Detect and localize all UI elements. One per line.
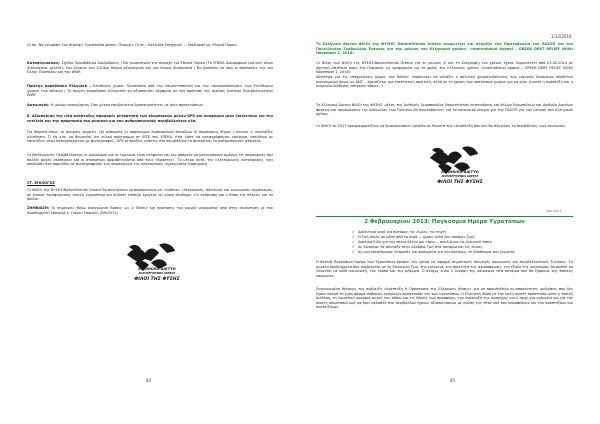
checklist-item: ✔ Ας δώσουμε τα σύνταξα στην υδρόβια ζωή στα ποτάμια και τις λίμνες <box>352 245 483 249</box>
left-paragraph-2 <box>27 61 273 75</box>
left-paragraph-5: Για θέματα όπως: α) ανεχρής χαμρτίς, (β) ρύπανσης γ) παρανομών διαπερασιών παναδίων δ) παράνομης θήρας / αλιείας ε) κρουαζίες ολισθησης ζ) ήχ κλπ. να θεωρηθεί ότι ειδικό πρόγραμμα σε SITE του ΥΠΕΚΑ, έτσι ώστε να καταγράφονται γρήγορα, υπεύθυνα με επιτεύξεις στον καταγραμμένων με φωτογραφίες, GPS οι πράξεις ενάντια στο περιβάλλον το φυσικό και το ανθρωπογενές στοιχεία. <box>27 130 273 144</box>
left-paragraph-2-text: Σχέδιο Προσβάσιμα Διαδρόμοιες / Να γνωριστούν την περιοχή για Εθνικό Πάρκο (Το ΥΠΕΚΑ διαμόρφωνε μια καν' όλων διαδικασίας μελέτες του Αίγαιου του 2014με πλήρη αξιολόγηση και μια έννοια διαδικασία / Να βρεθούν υπ' όψη οι προτάσεις της και Ελλάς Πορτάλου και του WWF. <box>27 61 273 75</box>
right-paragraph-5: Η Φεστιβ Παγκόσμια Ημέρα των Υγροτόπων βρίσκει την ημέρα ως αφορμή σημαντικές πολιτικές κοινωνικές και περιβαλλοντικές ζητήσεις. Το μεγάλα προβλήματα που συνδέονται με τη βιολογική ζωή, την ενέργεια, την ποιότητα της ατμόσφαιρας, την έξοδο της οικονομίας θα πρέπει να λύνονται με κάθε κοινωνική, τον τρόπο και την μέριμνα. Ο στόχος είναι η δυνάμη της κοινωνίας στα ποτάμια που θα ζήσουμε της τοπικής κοινωνίας. <box>316 260 573 278</box>
naturefriends-logo-left <box>121 241 181 297</box>
event-title-rule <box>316 216 573 217</box>
logo-left-line2: NATUREFRIENDS GREECE <box>138 272 176 275</box>
checklist-item: ✔ Ας μην επιτρέψουμε εκτροπές και φράγματα για την ποτάμια, τη βιόσπορια του γεωργού <box>352 250 516 254</box>
right-paragraph-1: Οι Φίλοι των ΦΙΛΟΙ της ΦΥΣΗΣ/Naturefriends Greece για τη μείωση (ή και τη διαγραφή) του χρέους έχουν δημοσιευτεί από 23.02.2014 με σχετική επιστολή προς την Γερμανία, με γραφήματα για το χρέος της Ελληνικής χρέους «International Appeal – GREEK DEBT RELIEF NOW/ November 1, 2016» <box>316 61 573 75</box>
checklist-item: ✔ Αρδευτικό νερό για ποτάμια, τις λίμνες, τις πηγές <box>352 230 447 234</box>
right-page-number: 85 <box>450 378 456 383</box>
left-paragraph-6: Οι Επιθεωρητές Περιβάλλοντος οι Δασονόμοι και οι λιμενικοί είναι αλλφατοι και δεν μπορούν να καταγράψουν αμέσως τις παρανομίες που πολλές φορές σκοπεύουν και οι στοπιστών αμφισβητούνται από τους «θράστες». Το μέτρο αυτό, της ηλεκτρονικής καταγραφής, έχει αποδώσει στο παρελθόν με φωτογραφίαση των παρανομιών της προτονικούς μηχανήματα διαφήμισης. <box>27 153 273 167</box>
naturefriends-logo-right <box>424 144 484 200</box>
left-footnote-text: Οι σημαίνεις πάνω αναγνώρισι Βάσεις ως ο Θέσεις και πρότασης του κοινού μέραματος απο στην συνάντηση με τον Αναπληρωτή Υπουργό κ. Γιάννη Τσιρώνη (5/8/2015) <box>27 206 273 215</box>
check-icon: ✔ <box>352 230 355 234</box>
checklist-item: ✔ Η ζωή (πολύ ιοι μέσα από το νερό — χωρίς αυτό δεν υπάρχει ζωή) <box>352 235 475 239</box>
logo-right-line1: ΕΛΛΗΝΙΚΟ ΔΙΚΤΥΟ <box>441 170 479 174</box>
left-footnote-label: ΣΗΜΕΙΩΣΗ: <box>27 206 50 210</box>
left-paragraph-4-text: Η μόνιμη αναγνώριση. Παν μέτρα επειδαίνετια δραστηριότητες με άνευ προεκτάσεων. <box>50 103 204 107</box>
right-paragraph-6: Συγκεκριμένα θέτουμε την ανάδειξη «Ανάπτυξη Η Προστασία της Ελληνικής Φύσης» για να προωθηθούν οι απαραίτητες ρυθμίσεις που δεν έχουν ακόμα το ευρύ φάσμα σοβαρών εταιρειών προστασίας και των υγροτόπων. Η Ελληνική Φύση με την καλή σωστή προστασία ώστε η τοπική διάθεση, τη γνωστική ομορφιά αυτού του τόπου και τις θέσεις των προσφέρει, την ανάπτυξη της αναψύχης και η αρχή για ενέργεια και για την σωστή προστασία μας να βρει σεβαστό στο περιβάλλον έχουμε αξιοποιήσουμε με γνώση της στον υπό που προσφέρουν και την αναπτύξουν και αναδείξουμε. <box>316 287 573 310</box>
right-event-date: 28/1/2013 <box>546 209 562 213</box>
check-icon: ✔ <box>352 245 355 249</box>
left-paragraph-3-text: Ελεύθεροι χώροι: Προστασία από την τσιμεντοποίηση και την «Διανοικόποιηση» των Ελεύθερων χώρων των πόλεων / Τη πρώτη καραβόσκυ Ελληνικού να αξιοποιηθεί σύμφωνα με την πρόταση της ομάδας Αστικού Περιβαλλοντικού WWF. <box>27 84 273 98</box>
left-section-e-heading: Ε. Αξιοποίηση της ιδέα ανάπτυξης προφορές μετάρτηση των ολυμπιακών μελών GPS και αναφορών μίαν διαδικτύου για την ευτελεία και την προστασία του φυσικού και του ανθρωπογενούς περιβάλλοντος κλπ. <box>27 114 273 123</box>
logo-left-line1: ΕΛΛΗΝΙΚΟ ΔΙΚΤΥΟ <box>138 267 176 271</box>
left-paragraph-4 <box>27 103 273 108</box>
check-icon: ✔ <box>352 250 355 254</box>
right-paragraph-2: Ιδιαίτερα για τις υποχρεώσεις χώρες του Νότου: «πρόκειται να αλλάξει η πολιτική χρηματοδότησης των ισχυρών δυνάμεων σύνθετων οικονομικών όρων ως ΔΝΤ... Χρειάζεται μια επεκτατική πολιτική, αλλά με τη χρήση των υπολοίπων χωρών για να γίνει δυνατή η ανάπτυξη και η ευημερία διάθεσης επαρκών τόπων...» <box>316 75 573 89</box>
event-checklist <box>352 230 572 255</box>
check-icon: ✔ <box>352 240 355 244</box>
right-page <box>300 0 600 424</box>
logo-right-line2: NATUREFRIENDS GREECE <box>441 175 479 178</box>
left-paragraph-4-label: Ακτωνικός: <box>27 103 50 107</box>
left-paragraph-7: Οι ΦΙΛΟΙ της ΦΥΣΗΣ/Naturefriends Greece θα συνεχίσουν να παραμείνουν ως «γήβαιο», ιδεολογικός, πολιτικός και κοινωνικός οργανισμός, σε τοπικό, περιφερειακό, εθνικό, ευρωπαϊκό και διεθνές επίπεδο έχοντας ως κύριο σύνθημα: «Οι άνθρωποι και η Φύση της πόλεως και τα ποίδα». <box>27 188 273 202</box>
right-date: 1/12/2016 <box>551 34 572 39</box>
event-title: 2 Φεβρουαρίου 2013: Παγκόσμια Ημέρα Υγροτόπων <box>364 219 525 225</box>
right-intro: Το Ελληνικό Δίκτυο ΦΙΛΟΙ της ΦΥΣΗΣ/ Naturefriends Greece συμμετέχει και στηρίζει την Πρωτοβουλία του ΠΑΣΟΠ και του Πανελληνίου Συμβουλίου Έρευνας για την μείωση του Ελληνικού χρέους: «International Appeal – GREEK DEBT RELIEF NOW/ November 1, 2016» <box>316 42 573 56</box>
right-paragraph-3: Το Ελληνικό Δίκτυο ΦΙΛΟΙ της ΦΥΣΗΣ, μέλος της Διεθνούς Ομοσπονδίας Naturefriends International και άλλων Ευρωπαϊκών και Διεθνών Δικτύων φορέων και οργανώσεων της Κοινωνίας των Πολιτών θα πρωτοβουλίες για το κοινωνικό κίνημα για την ΠΑΣΟΠ για την μείωση του Ελληνικού χρέους. <box>316 103 573 117</box>
right-paragraph-4: Οι ΦΙΛΟΙ το 2017 προγραμματίζουν να διοργανώσουν ημερίδα με θέματα την «Ανάπτυξη που δεν θα πληγώνει το περιβάλλον, ηων κοινωνία». <box>316 124 567 128</box>
check-icon: ✔ <box>352 235 355 239</box>
left-page-number: 84 <box>146 378 152 383</box>
left-paragraph-1: Οι πη: Να γνωρίσει την περιοχή. Προστασία φύσης: Περιοχή: Οι πη - Καλλιδία Σπερχειού — Μαλιακού ως Εθνικό Πάρκο. <box>27 43 238 47</box>
left-paragraph-3 <box>27 84 273 98</box>
left-footnote <box>27 206 273 215</box>
left-section-epilogue-heading: ΣΤ. ΕΠΙΛΟΓΟΣ <box>27 181 55 185</box>
left-paragraph-3-label: Πρώτην καραβόσκυ Ελληνικό – <box>27 84 92 88</box>
logo-left-line3: ΦΙΛΟΙ ΤΗΣ ΦΥΣΗΣ <box>134 277 180 282</box>
left-paragraph-2-label: Καταφύγιασκαις: <box>27 61 61 65</box>
logo-right-line3: ΦΙΛΟΙ ΤΗΣ ΦΥΣΗΣ <box>437 180 483 185</box>
checklist-item: ✔ Αρκτικά Είδη για την πόλια δέλτα μια τίρια ... πουλιά και το ελληνικό τοπίο <box>352 240 492 244</box>
